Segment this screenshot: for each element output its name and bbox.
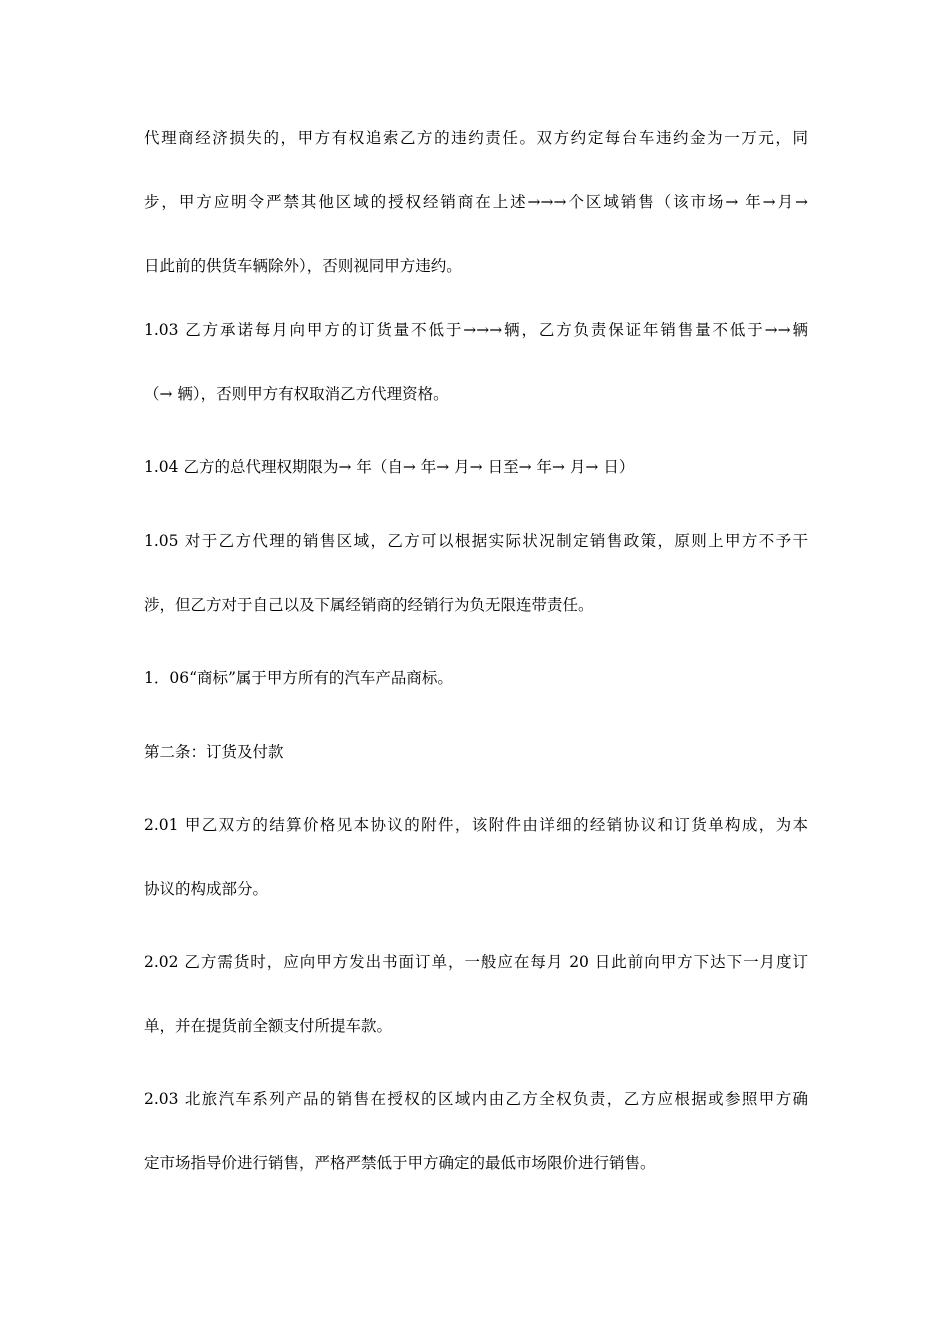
text-line: （→ 辆），否则甲方有权取消乙方代理资格。: [144, 385, 449, 403]
text-line: 代理商经济损失的，甲方有权追索乙方的违约责任。双方约定每台车违约金为一万元，同: [144, 129, 808, 147]
text-line: 涉，但乙方对于自己以及下属经销商的经销行为负无限连带责任。: [144, 596, 594, 614]
text-line: 1．06“商标”属于甲方所有的汽车产品商标。: [144, 669, 453, 687]
text-line: 2.02 乙方需货时，应向甲方发出书面订单，一般应在每月 20 日此前向甲方下达下一月度订: [144, 953, 808, 971]
text-line: 协议的构成部分。: [144, 880, 269, 898]
text-line: 定市场指导价进行销售，严格严禁低于甲方确定的最低市场限价进行销售。: [144, 1154, 656, 1172]
text-line: 2.01 甲乙双方的结算价格见本协议的附件，该附件由详细的经销协议和订货单构成，为本: [144, 816, 808, 834]
text-line: 单，并在提货前全额支付所提车款。: [144, 1017, 393, 1035]
section-heading: 第二条：订货及付款: [144, 743, 284, 761]
text-line: 1.04 乙方的总代理权期限为→ 年（自→ 年→ 月→ 日至→ 年→ 月→ 日）: [144, 458, 635, 476]
text-line: 2.03 北旅汽车系列产品的销售在授权的区域内由乙方全权负责，乙方应根据或参照甲方确: [144, 1090, 808, 1108]
text-line: 1.05 对于乙方代理的销售区域，乙方可以根据实际状况制定销售政策，原则上甲方不予干: [144, 532, 808, 550]
text-line: 日此前的供货车辆除外），否则视同甲方违约。: [144, 257, 462, 275]
text-line: 1.03 乙方承诺每月向甲方的订货量不低于→→→辆，乙方负责保证年销售量不低于→→辆: [144, 321, 808, 339]
text-line: 步，甲方应明令严禁其他区域的授权经销商在上述→→→个区域销售（该市场→ 年→月→: [144, 193, 808, 211]
